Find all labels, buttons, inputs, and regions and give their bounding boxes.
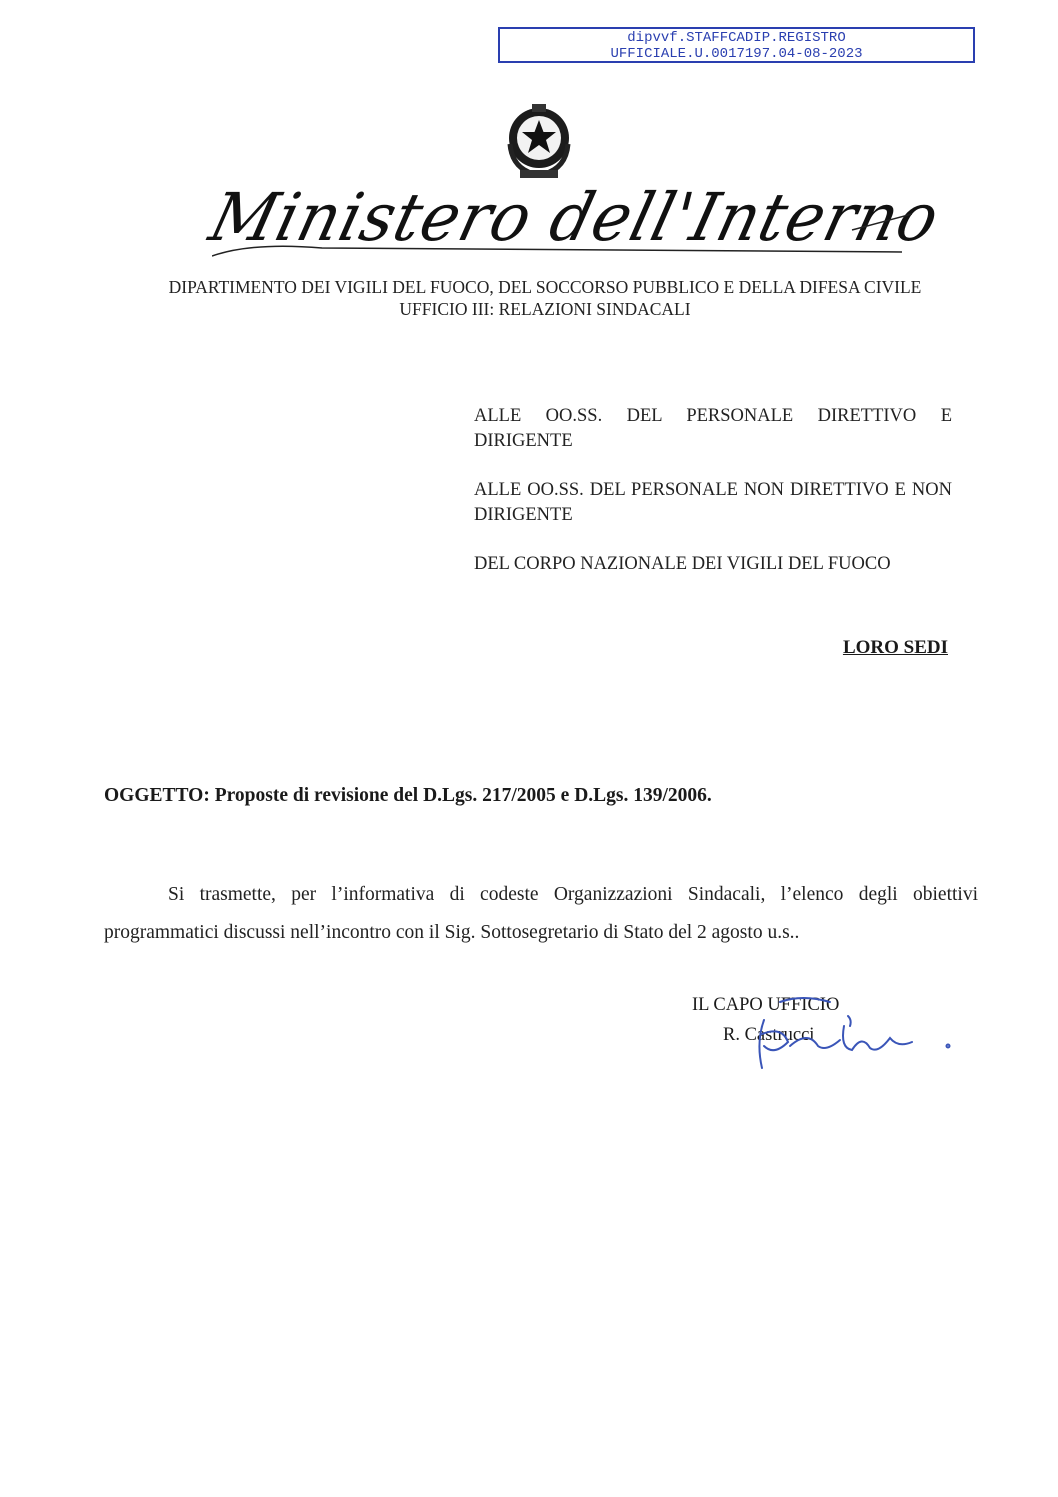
signatory-name: R. Castrucci — [723, 1025, 815, 1045]
recipient-line: ALLE OO.SS. DEL PERSONALE NON DIRETTIVO E NON DIRIGENTE — [474, 480, 952, 525]
recipient-line: ALLE OO.SS. DEL PERSONALE DIRETTIVO E DIRIGENTE — [474, 406, 952, 451]
subject-line — [104, 783, 1004, 809]
body-paragraph: Si trasmette, per l’informativa di codeste Organizzazioni Sindacali, l’elenco degli obiettivi programmatici discussi nell’incontro con il Sig. Sottosegretario di Stato del 2 agosto u.s.. — [104, 884, 978, 943]
handwritten-signature — [690, 990, 960, 1080]
protocol-stamp-line1: dipvvf.STAFFCADIP.REGISTRO — [627, 30, 846, 46]
protocol-stamp — [498, 27, 975, 63]
italian-republic-emblem-icon — [498, 98, 580, 186]
ministry-flourish — [212, 212, 912, 260]
department-name: DIPARTIMENTO DEI VIGILI DEL FUOCO, DEL SOCCORSO PUBBLICO E DELLA DIFESA CIVILE — [168, 277, 922, 297]
subject-text: Proposte di revisione del D.Lgs. 217/2005 e D.Lgs. 139/2006. — [214, 785, 712, 806]
office-name: UFFICIO III: RELAZIONI SINDACALI — [399, 299, 691, 319]
ministry-name: Ministero dell'Interno — [202, 179, 948, 256]
signatory-title: IL CAPO UFFICIO — [692, 995, 840, 1015]
recipient-line: DEL CORPO NAZIONALE DEI VIGILI DEL FUOCO — [474, 554, 891, 574]
loro-sedi: LORO SEDI — [842, 637, 948, 658]
protocol-stamp-line2: UFFICIALE.U.0017197.04-08-2023 — [610, 46, 863, 62]
subject-label: OGGETTO: — [104, 785, 210, 806]
